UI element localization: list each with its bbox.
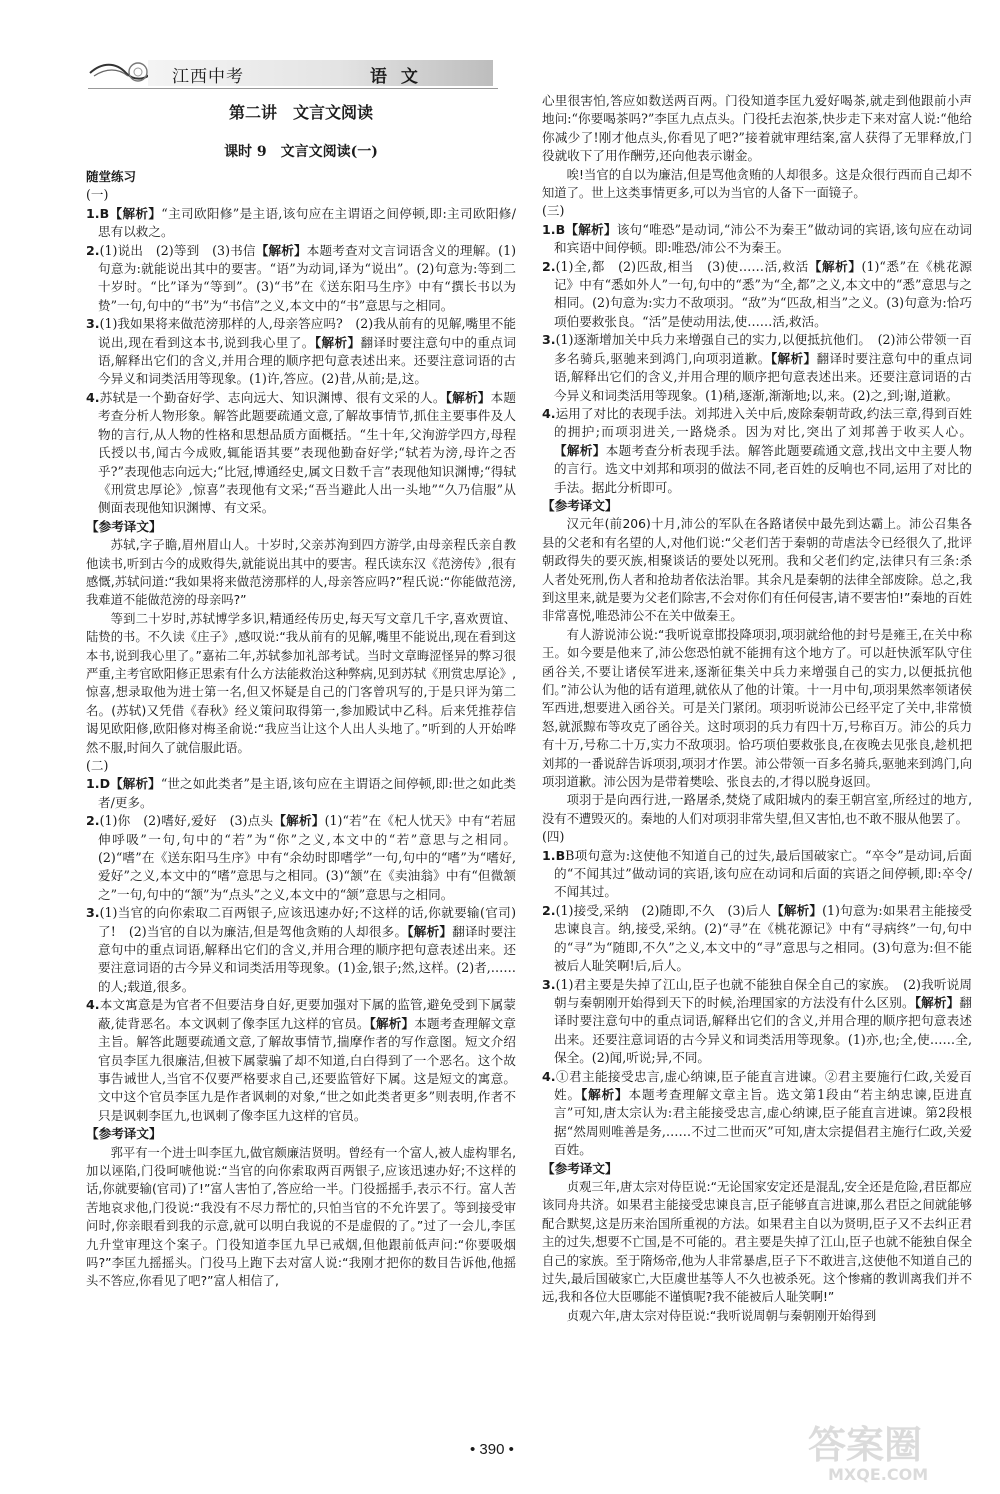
item-number: 2.	[542, 902, 556, 918]
item-number: 4.	[542, 1068, 556, 1084]
item-number: 4.	[86, 997, 100, 1013]
analysis-tag: 【解析】	[369, 1015, 415, 1031]
answer-text: 苏轼是一个勤奋好学、志向远大、知识渊博、很有文采的人。	[99, 389, 446, 405]
answer-text: 运用了对比的表现手法。刘邦进入关中后,废除秦朝苛政,约法三章,得到百姓的拥护;而项羽进关,一路烧杀。因为对比,突出了刘邦善于收买人心。	[554, 405, 972, 440]
section-heading: 随堂练习	[86, 169, 137, 184]
item-number: 3.	[86, 316, 100, 332]
item-number: 4.	[542, 405, 556, 421]
answer-item	[86, 205, 516, 242]
group-label: (一)	[86, 187, 109, 203]
translation-paragraph: 项羽于是向西行进,一路屠杀,焚烧了咸阳城内的秦王朝宫室,所经过的地方,没有不遭毁灭的。秦地的人们对项羽非常失望,但又害怕,也不敢不服从他罢了。	[542, 793, 972, 826]
translation-paragraph: 等到二十岁时,苏轼博学多识,精通经传历史,每天写文章几千字,喜欢贾谊、陆贽的书。不久读《庄子》,感叹说:“我从前有的见解,嘴里不能说出,现在看到这本书,说到我心里了。”嘉祐二年,苏轼参加礼部考试。当时文章晦涩怪异的弊习很严重,主考官欧阳修正思索有什么方法能救治这种弊病,见到苏轼《刑赏忠厚论》,惊喜,想录取他为进士第一名,但又怀疑是自己的门客曾巩写的,于是只评为第二名。(苏轼)又凭借《春秋》经义策问取得第一,参加殿试中乙科。后来凭推荐信谒见欧阳修,欧阳修对梅圣俞说:“我应当让这个人出人头地了。”听到的人开始哗然不服,时间久了就信服此语。	[86, 611, 516, 755]
translation-paragraph: 贞观六年,唐太宗对侍臣说:“我听说周朝与秦朝刚开始得到	[566, 1308, 877, 1323]
analysis-tag: 【解析】	[771, 902, 823, 918]
answer-text: (1)我如果将来做范滂那样的人,母亲答应吗? (2)我从前有的见解,嘴里不能说出,现在看到这本书,说到我心里了。	[98, 316, 516, 350]
item-number: 2.	[542, 258, 556, 274]
item-number: 2.	[86, 813, 100, 829]
translation-paragraph: 贞观三年,唐太宗对侍臣说:“无论国家安定还是混乱,安全还是危险,君臣都应该同舟共济。如果君主能接受忠谏良言,臣子能够直言进谏,那么君臣之间就能够配合默契,这是历来治国所重视的方法。如果君主自以为贤明,臣子又不去纠正君主的过失,想要不亡国,是不可能的。君主要是失掉了江山,臣子也就不能独自保全自己的家族。至于隋炀帝,他为人非常暴虐,臣子下不敢进言,这使他不知道自己的过失,最后国破家亡,大臣虞世基等人不久也被杀死。这个惨痛的教训离我们并不远,我和各位大臣哪能不谨慎呢?我不能被后人耻笑啊!”	[542, 1179, 972, 1305]
item-number: 1.	[542, 847, 556, 863]
item-number: 2.	[86, 242, 100, 258]
answer-item	[542, 331, 972, 405]
analysis-text: (1)“若”在《杞人忧天》中有“若屈伸呼吸”一句,句中的“若”为“你”之义,本文中的“若”意思与之相同。(2)“嗜”在《送东阳马生序》中有“余幼时即嗜学”一句,句中的“嗜”为“嗜好,爱好”之义,本文中的“嗜”意思与之相同。(3)“颔”在《卖油翁》中有“但微颔之”一句,句中的“颔”为“点头”之义,本文中的“颔”意思与之相同。	[98, 813, 517, 902]
answer-item	[542, 1068, 972, 1160]
translation-paragraph: 心里很害怕,答应如数送两百两。门役知道李匡九爱好喝茶,就走到他跟前小声地问:“你要喝茶吗?”李匡九点点头。门役托去泡茶,快步走下来对富人说:“他给你减少了!刚才他点头,你看见了吧?”接着就审理结案,富人获得了无罪释放,门役就收下了用作酬劳,还向他表示谢金。	[542, 93, 972, 164]
answer-item	[86, 315, 516, 389]
answer-text: (1)接受,采纳 (2)随即,不久 (3)后人	[555, 902, 772, 918]
answer-item	[86, 996, 516, 1125]
translation-paragraph: 唉!当官的自以为廉洁,但是骂他贪贿的人却很多。这是众很行西而自己却不知道了。世上这类事情更多,可以为当官的人备下一面镜子。	[542, 167, 972, 201]
answer-choice: B	[99, 205, 110, 221]
item-number: 3.	[542, 332, 556, 348]
analysis-tag: 【解析】	[255, 242, 307, 258]
answer-item	[86, 775, 516, 812]
answer-item	[86, 812, 516, 904]
item-number: 1.	[86, 205, 100, 221]
analysis-tag: 【解析】	[770, 350, 817, 366]
item-number: 3.	[86, 905, 100, 921]
translation-paragraph: 汉元年(前206)十月,沛公的军队在各路诸侯中最先到达霸上。沛公召集各县的父老和有名望的人,对他们说:“父老们苦于秦朝的苛虐法令已经很久了,批评朝政得失的要灭族,相聚谈话的要处以死刑。我和父老们约定,法律只有三条:杀人者处死刑,伤人者和抢劫者依法治罪。其余凡是秦朝的法律全部废除。总之,我到这里来,就是要为父老们除害,不会对你们有任何侵害,请不要害怕!”秦地的百姓非常喜悦,唯恐沛公不在关中做秦王。	[542, 517, 972, 624]
analysis-text: 翻译时要注意句中的重点词语,解释出它们的含义,并用合理的顺序把句意表述出来。还要注意词语的古今异义和词类活用等现象。(1)金,银子;然,这样。(2)者,……的人;载道,很多。	[98, 923, 517, 994]
watermark-logo-icon	[798, 1416, 978, 1486]
lecture-title: 第二讲 文言文阅读	[228, 103, 373, 122]
item-number: 3.	[542, 976, 556, 992]
analysis-text: “主司欧阳修”是主语,该句应在主谓语之间停顿,即:主司欧阳修/思有以救之。	[98, 205, 516, 240]
answer-item	[542, 847, 972, 902]
answer-item	[86, 904, 516, 996]
analysis-text: 本题考查理解文章主旨。选文第1段由“若主纳忠谏,臣进直言”可知,唐太宗认为:君主能接受忠言,虚心纳谏,臣子能直言进谏。第2段根据“然周则唯善是务,……不过二世而灭”可知,唐太宗提倡君主施行仁政,关爱百姓。	[554, 1086, 972, 1158]
answer-item	[542, 221, 972, 258]
answer-text: (1)说出 (2)等到 (3)书信	[99, 242, 256, 258]
analysis-text: (1)句意为:如果君主能接受忠谏良言。纳,接受,采纳。(2)“寻”在《桃花源记》中有“寻病终”一句,句中的“寻”为“随即,不久”之义,本文中的“寻”意思与之相同。(3)句意为:但不能被后人耻笑啊!后,后人。	[554, 902, 972, 974]
answer-text: (1)当官的向你索取二百两银子,应该迅速办好;不这样的话,你就要输(官司)了! (2)当官的自以为廉洁,但是驾他贪贿的人却很多。	[98, 905, 516, 939]
analysis-text: 翻译时要注意句中的重点词语,解释出它们的含义,并用合理的顺序把句意表述出来。还要注意词语的古今异义和词类活用等现象。(1)亦,也;全,使……全,保全。(2)闻,听说;异,不同。	[554, 994, 972, 1066]
analysis-tag: 【解析】	[914, 994, 960, 1010]
analysis-tag: 【解析】	[109, 205, 162, 221]
analysis-text: 本题考查对文言词语含义的理解。(1)句意为:就能说出其中的要害。“语”为动词,译为“说出”。(2)句意为:等到二十岁时。“比”译为“等到”。(3)“书”在《送东阳马生序》中有“撰长书以为贽”一句,句中的“书”为“书信”之义,本文中的“书”意思与之相同。	[98, 242, 516, 313]
header-exam-name: 江西中考	[172, 67, 244, 87]
left-column	[86, 168, 516, 1291]
answer-item	[542, 258, 972, 332]
header-subject: 语 文	[370, 67, 422, 87]
analysis-text: 翻译时要注意句中的重点词语,解释出它们的含义,并用合理的顺序把句意表述出来。还要注意词语的古今异义和词类活用等现象。(1)许,答应。(2)昔,从前;是,这。	[98, 334, 517, 387]
analysis-text: 本题考查理解文章主旨。解答此题要疏通文意,了解故事情节,揣摩作者的写作意图。短文介绍官员李匡九很廉洁,但被下属蒙骗了却不知道,白白得到了一个恶名。这个故事告诫世人,当官不仅要严格要求自己,还要监管好下属。这是短文的寓意。文中这个官员李匡九是作者讽刺的对象,“世之如此类者更多”则表明,作者不只是讽刺李匡九,也讽刺了像李匡九这样的官员。	[98, 1015, 517, 1123]
group-label: (四)	[542, 829, 565, 845]
answer-text: (1)全,都 (2)匹敌,相当 (3)使……活,救活	[555, 258, 809, 274]
page-number: • 390 •	[470, 1441, 514, 1458]
item-number: 4.	[86, 389, 100, 405]
analysis-tag: 【解析】	[565, 221, 617, 237]
analysis-text: (1)“悉”在《桃花源记》中有“悉如外人”一句,句中的“悉”为“全,都”之义,本文中的“悉”意思与之相同。(2)句意为:实力不敌项羽。“敌”为“匹敌,相当”之义。(3)句意为:恰巧项伯要救张良。“活”是使动用法,使……活,救活。	[554, 258, 973, 329]
lesson-title: 课时 9 文言文阅读(一)	[224, 144, 378, 160]
answer-text: ①君主能接受忠言,虚心纳谏,臣子能直言进谏。②君主要施行仁政,关爱百姓。	[554, 1068, 972, 1102]
analysis-tag: 【解析】	[580, 1086, 629, 1102]
reference-translation-heading: 【参考译文】	[86, 518, 162, 534]
item-number: 1.	[86, 776, 100, 792]
analysis-text: “世之如此类者”是主语,该句应在主谓语之间停顿,即:世之如此类者/更多。	[98, 776, 516, 810]
analysis-tag: 【解析】	[314, 334, 361, 350]
analysis-tag: 【解析】	[445, 389, 491, 405]
translation-paragraph: 有人游说沛公说:“我听说章邯投降项羽,项羽就给他的封号是雍王,在关中称王。如今要是他来了,沛公您恐怕就不能拥有这个地方了。可以赶快派军队守住函谷关,不要让诸侯军进来,逐渐征集关中兵力来增强自己的实力,以便抵抗他们。”沛公认为他的话有道理,就依从了他的计策。十一月中旬,项羽果然率领诸侯军西进,想要进入函谷关。可是关门紧闭。项羽听说沛公已经平定了关中,非常愤怒,就派黥布等攻克了函谷关。这时项羽的兵力有四十万,号称百万。沛公的兵力有十万,号称二十万,实力不敌项羽。恰巧项伯要救张良,在夜晚去见张良,趁机把刘邦的一番说辞告诉项羽,项羽才作罢。沛公带领一百多名骑兵,驱驰来到鸿门,向项羽道歉。沛公因为是带着樊哙、张良去的,才得以脱身返回。	[542, 627, 972, 790]
translation-paragraph: 苏轼,字子瞻,眉州眉山人。十岁时,父亲苏洵到四方游学,由母亲程氏亲自教他读书,听到古今的成败得失,就能说出其中的要害。程氏读东汉《范滂传》,很有感慨,苏轼问道:“我如果将来做范滂那样的人,母亲答应吗?”程氏说:“你能做范滂,我难道不能做范滂的母亲吗?”	[86, 538, 516, 608]
right-column	[542, 92, 972, 1325]
group-label: (三)	[542, 203, 565, 219]
analysis-text: 翻译时要注意句中的重点词语,解释出它们的含义,并用合理的顺序把句意表述出来。还要注意词语的古今异义和词类活用等现象。(1)稍,逐渐,渐渐地;以,来。(2)之,到;谢,道歉。	[554, 350, 973, 403]
answer-item	[542, 902, 972, 976]
answer-choice: B	[555, 221, 566, 237]
analysis-tag: 【解析】	[110, 776, 161, 792]
answer-item	[86, 389, 516, 518]
watermark-sub-text: MXQE.COM	[828, 1465, 929, 1484]
analysis-tag: 【解析】	[273, 813, 325, 829]
answer-choice: D	[99, 776, 111, 792]
translation-paragraph: 郛平有一个进士叫李匡九,做官颇廉洁贤明。曾经有一个富人,被人虚构罪名,加以诬陷,门役呵唬他说:“当官的向你索取两百两银子,应该迅速办好;不这样的话,你就要输(官司)了!”富人害怕了,答应给一半。门役摇摇手,表示不行。富人苦苦地哀求他,门役说:“我没有不尽力帮忙的,只怕当官的不允许罢了。等到接受审问时,你亲眼看到我的示意,就可以明白我说的不是虚假的了。”过了一会儿,李匡九升堂审理这个案子。门役知道李匡九早已戒烟,但他跟前低声问:“你要吸烟吗?”李匡九摇摇头。门役马上跑下去对富人说:“我刚才把你的数目告诉他,他摇头不答应,你看见了吧?”富人相信了,	[86, 1145, 516, 1289]
page-header	[88, 56, 498, 90]
answer-text: (1)君主要是失掉了江山,臣子也就不能独自保全自己的家族。 (2)我听说周朝与秦朝刚开始得到天下的时候,治理国家的方法没有什么区别。	[554, 976, 972, 1010]
analysis-text: B项句意为:这使他不知道自己的过失,最后国破家亡。“卒令”是动词,后面的“不闻其过”做动词的宾语,该句应在动词和后面的宾语之间停顿,即:卒令/不闻其过。	[554, 847, 972, 900]
reference-translation-heading: 【参考译文】	[86, 1126, 162, 1142]
reference-translation-heading: 【参考译文】	[542, 1160, 618, 1176]
answer-text: 本文寓意是为官者不但要洁身自好,更要加强对下属的监管,避免受到下属蒙蔽,徒背恶名。本文讽刺了像李匡九这样的官员。	[98, 997, 516, 1031]
analysis-text: 本题考查分析人物形象。解答此题要疏通文意,了解故事情节,抓住主要事件及人物的言行,从人物的性格和思想品质方面概括。“生十年,父洵游学四方,母程氏授以书,闻古今成败,辄能语其要”表现他勤奋好学;“轼若为滂,母许之否乎?”表现他志向远大;“比冠,博通经史,属文日数千言”表现他知识渊博;“得轼《刑赏忠厚论》,惊喜”表现他有文采;“吾当避此人出一头地”“久乃信服”从侧面表现他知识渊博、有文采。	[98, 389, 517, 516]
analysis-tag: 【解析】	[407, 923, 453, 939]
header-divider	[88, 88, 498, 89]
answer-item	[86, 242, 516, 316]
answer-text: (1)逐渐增加关中兵力来增强自己的实力,以便抵抗他们。 (2)沛公带领一百多名骑兵,驱驰来到鸿门,向项羽道歉。	[554, 332, 972, 366]
watermark-main-text: 答案圈	[808, 1423, 923, 1467]
group-label: (二)	[86, 758, 109, 773]
analysis-text: 本题考查分析表现手法。解答此题要疏通文意,找出文中主要人物的言行。选文中刘邦和项羽的做法不同,老百姓的反响也不同,运用了对比的手法。据此分析即可。	[554, 442, 972, 495]
analysis-tag: 【解析】	[808, 258, 862, 274]
answer-text: (1)你 (2)嗜好,爱好 (3)点头	[99, 813, 274, 829]
answer-choice: B	[555, 847, 566, 863]
analysis-tag: 【解析】	[554, 442, 606, 458]
analysis-text: 该句“唯恐”是动词,“沛公不为秦王”做动词的宾语,该句应在动词和宾语中间停顿。即:唯恐/沛公不为秦王。	[554, 221, 972, 256]
answer-item	[542, 405, 972, 497]
answer-item	[542, 976, 972, 1068]
item-number: 1.	[542, 221, 556, 237]
reference-translation-heading: 【参考译文】	[542, 497, 618, 513]
